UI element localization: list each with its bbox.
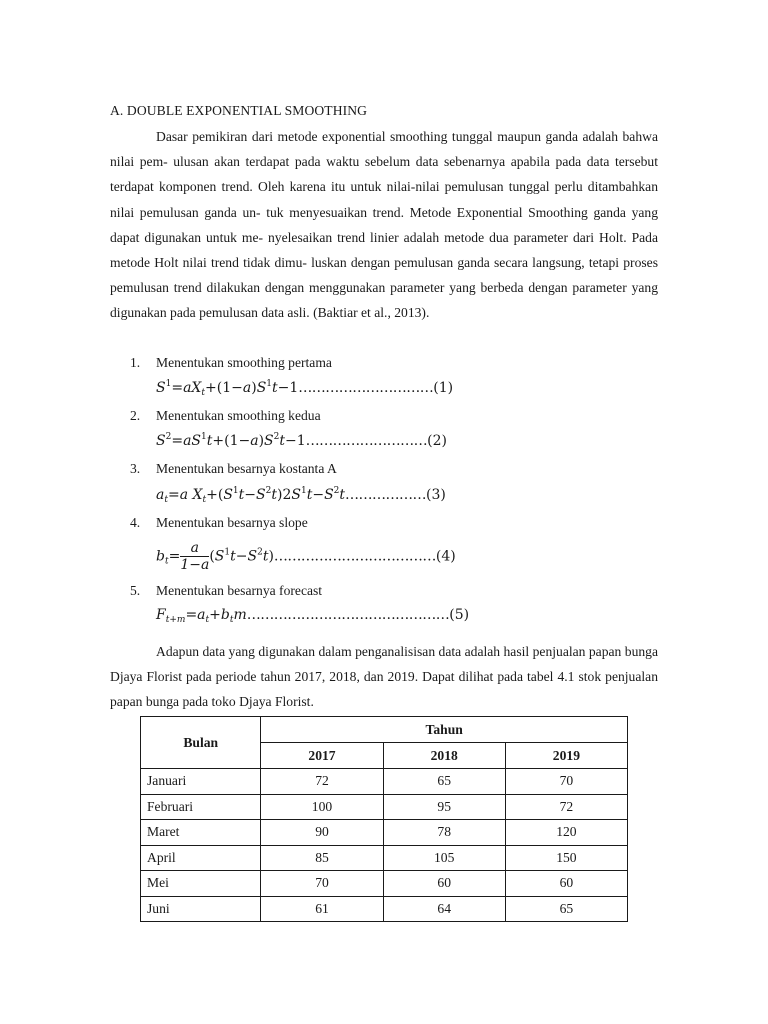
- header-bulan: Bulan: [141, 717, 261, 769]
- table-row: [141, 794, 628, 820]
- header-tahun: Tahun: [261, 717, 628, 743]
- value-cell: 72: [261, 769, 383, 795]
- value-cell: 60: [383, 871, 505, 897]
- table-row: [141, 769, 628, 795]
- month-cell: Juni: [141, 896, 261, 922]
- equation-number-2: (2): [427, 433, 447, 449]
- value-cell: 95: [383, 794, 505, 820]
- table-row: [141, 820, 628, 846]
- month-cell: Februari: [141, 794, 261, 820]
- value-cell: 60: [505, 871, 627, 897]
- value-cell: 120: [505, 820, 627, 846]
- value-cell: 105: [383, 845, 505, 871]
- formula-2: $S^2=aS^1t+(1-a)S^2t-1\dots\dots\dots\dots\dots\dots\dots\dots\dots(2)$: [156, 432, 447, 449]
- month-cell: April: [141, 845, 261, 871]
- table-row: [141, 896, 628, 922]
- equation-number-3: (3): [426, 487, 446, 503]
- table-row: [141, 845, 628, 871]
- step-2: 2. Menentukan smoothing kedua: [130, 408, 321, 423]
- intro-paragraph: Dasar pemikiran dari metode exponential smoothing tunggal maupun ganda adalah bahwa nilai pem- ulusan akan terdapat pada waktu sebelum data sebenarnya apabila pada data tersebut terdapat komponen trend. Oleh karena itu untuk nilai-nilai pemulusan tunggal perlu ditambahkan nilai pemulusan ganda un- tuk menyesuaikan trend. Metode Exponential Smoothing ganda yang dapat digunakan untuk me- nyelesaikan trend linier adalah metode dua parameter dari Holt. Pada metode Holt nilai trend tidak dimu- luskan dengan pemulusan ganda secara langsung, tetapi proses pemulusan trend dilakukan dengan menggunakan parameter yang berbeda dengan parameter yang digunakan pada pemulusan data asli. (Baktiar et al., 2013).: [110, 129, 658, 321]
- month-cell: Mei: [141, 871, 261, 897]
- header-year: 2017: [261, 743, 383, 769]
- data-paragraph: Adapun data yang digunakan dalam penganalisisan data adalah hasil penjualan papan bunga Djaya Florist pada periode tahun 2017, 2018, dan 2019. Dapat dilihat pada tabel 4.1 stok penjualan papan bunga pada toko Djaya Florist.: [110, 644, 658, 710]
- step-5: 5. Menentukan besarnya forecast: [130, 583, 323, 598]
- formula-4: $b_t=$ $\frac{a}{1-a}$ $(S^1t-S^2t)\dots\dots\dots\dots\dots\dots\dots\dots\dots\dots\dots\dots(4)$: [156, 540, 456, 573]
- formula-5: $F_{t+m}=a_t+b_tm\dots\dots\dots\dots\dots\dots\dots\dots\dots\dots\dots\dots\dots\dots\dots(5)$: [156, 607, 470, 625]
- step-3-label: Menentukan besarnya kostanta A: [156, 461, 337, 476]
- value-cell: 64: [383, 896, 505, 922]
- step-1-label: Menentukan smoothing pertama: [156, 355, 332, 370]
- equation-number-5: (5): [449, 607, 470, 623]
- equation-number-1: (1): [433, 380, 454, 396]
- value-cell: 100: [261, 794, 383, 820]
- value-cell: 150: [505, 845, 627, 871]
- value-cell: 65: [505, 896, 627, 922]
- step-3: 3. Menentukan besarnya kostanta A: [130, 461, 337, 476]
- sales-table: [140, 716, 628, 922]
- step-5-label: Menentukan besarnya forecast: [156, 583, 323, 598]
- header-year: 2018: [383, 743, 505, 769]
- value-cell: 90: [261, 820, 383, 846]
- section-heading: A. DOUBLE EXPONENTIAL SMOOTHING: [110, 103, 368, 118]
- value-cell: 72: [505, 794, 627, 820]
- month-cell: Januari: [141, 769, 261, 795]
- value-cell: 85: [261, 845, 383, 871]
- header-year: 2019: [505, 743, 627, 769]
- step-4-label: Menentukan besarnya slope: [156, 515, 308, 530]
- formula-3: $a_t=a$ $X_t+(S^1t-S^2t)2S^1t-S^2t\dots\dots\dots\dots\dots\dots(3)$: [156, 486, 446, 505]
- step-4: 4. Menentukan besarnya slope: [130, 515, 308, 530]
- month-cell: Maret: [141, 820, 261, 846]
- equation-number-4: (4): [435, 548, 456, 565]
- value-cell: 70: [261, 871, 383, 897]
- table-row: [141, 871, 628, 897]
- value-cell: 65: [383, 769, 505, 795]
- step-1: 1. Menentukan smoothing pertama: [130, 355, 332, 370]
- value-cell: 78: [383, 820, 505, 846]
- step-2-label: Menentukan smoothing kedua: [156, 408, 321, 423]
- value-cell: 61: [261, 896, 383, 922]
- formula-1: $S^1=aX_t+(1-a)S^1t-1\dots\dots\dots\dots\dots\dots\dots\dots\dots\dots(1)$: [156, 379, 454, 398]
- value-cell: 70: [505, 769, 627, 795]
- fraction: $\frac{a}{1-a}$: [180, 540, 210, 573]
